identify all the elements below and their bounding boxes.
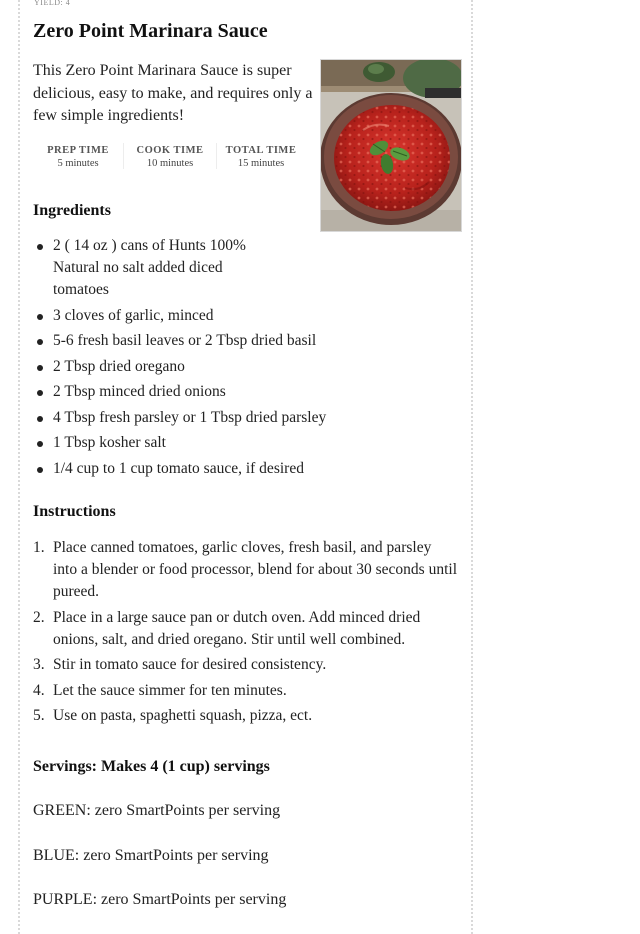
ingredient-text: 5-6 fresh basil leaves or 2 Tbsp dried basil <box>53 332 317 349</box>
bullet-icon <box>37 416 43 422</box>
bullet-icon <box>37 314 43 320</box>
instructions-heading: Instructions <box>33 503 116 520</box>
prep-time-value: 5 minutes <box>57 158 99 169</box>
step-text: Place canned tomatoes, garlic cloves, fresh basil, and parsley into a blender or food processor, blend for about 30 seconds until pureed. <box>53 539 458 600</box>
ingredient-text: 2 ( 14 oz ) cans of Hunts 100% Natural no salt added diced tomatoes <box>53 237 246 298</box>
bullet-icon <box>37 244 43 250</box>
ingredient-item <box>33 235 253 301</box>
step-number: 2. <box>33 608 45 626</box>
marinara-pot-image <box>321 60 462 232</box>
ingredient-item <box>33 432 453 454</box>
ingredient-item <box>33 381 453 403</box>
instructions-list <box>33 537 458 731</box>
prep-time-label: PREP TIME <box>47 145 109 156</box>
ingredient-text: 1 Tbsp kosher salt <box>53 434 166 451</box>
step-text: Place in a large sauce pan or dutch oven. Add minced dried onions, salt, and dried oregano. Stir until well combined. <box>53 608 421 648</box>
ingredient-text: 4 Tbsp fresh parsley or 1 Tbsp dried parsley <box>53 408 327 426</box>
step-text: Stir in tomato sauce for desired consistency. <box>53 656 327 673</box>
recipe-title: Zero Point Marinara Sauce <box>33 20 268 42</box>
ingredient-item <box>33 330 453 352</box>
step-text: Use on pasta, spaghetti squash, pizza, ect. <box>53 707 313 724</box>
recipe-photo[interactable] <box>320 59 462 232</box>
cook-time-label: COOK TIME <box>136 145 204 156</box>
ingredient-item <box>33 407 453 429</box>
total-time-label: TOTAL TIME <box>225 145 297 156</box>
step-number: 5. <box>33 707 45 724</box>
yield-label: YIELD: 4 <box>34 0 71 7</box>
step-text: Let the sauce simmer for ten minutes. <box>53 681 287 699</box>
servings-text: Servings: Makes 4 (1 cup) servings <box>33 758 270 775</box>
recipe-card <box>18 0 473 934</box>
ingredients-heading: Ingredients <box>33 202 111 219</box>
total-time-value: 15 minutes <box>237 158 285 169</box>
step-number: 4. <box>33 681 45 699</box>
bullet-icon <box>37 390 43 396</box>
purple-points: PURPLE: zero SmartPoints per serving <box>33 891 287 908</box>
ingredient-item <box>33 305 453 327</box>
cook-time-value: 10 minutes <box>146 158 194 169</box>
instruction-step <box>33 705 458 727</box>
instruction-step <box>33 607 458 651</box>
ingredient-item <box>33 356 453 378</box>
bullet-icon <box>37 441 43 447</box>
bullet-icon <box>37 467 43 473</box>
recipe-summary: This Zero Point Marinara Sauce is super delicious, easy to make, and requires only a few simple ingredients! <box>33 62 313 124</box>
instruction-step <box>33 654 458 676</box>
ingredient-item <box>33 458 453 480</box>
instruction-step <box>33 680 458 702</box>
cook-time <box>123 143 216 169</box>
ingredient-text: 1/4 cup to 1 cup tomato sauce, if desired <box>53 459 304 477</box>
ingredients-list <box>33 235 453 483</box>
prep-time <box>33 143 123 169</box>
green-points: GREEN: zero SmartPoints per serving <box>33 802 281 819</box>
ingredient-text: 3 cloves of garlic, minced <box>53 306 214 324</box>
recipe-times <box>33 143 305 169</box>
bullet-icon <box>37 339 43 345</box>
step-number: 1. <box>33 539 45 556</box>
total-time <box>216 143 305 169</box>
ingredient-text: 2 Tbsp minced dried onions <box>53 383 226 400</box>
bullet-icon <box>37 365 43 371</box>
step-number: 3. <box>33 656 45 673</box>
ingredient-text: 2 Tbsp dried oregano <box>53 357 185 375</box>
blue-points: BLUE: zero SmartPoints per serving <box>33 847 269 864</box>
instruction-step <box>33 537 458 603</box>
